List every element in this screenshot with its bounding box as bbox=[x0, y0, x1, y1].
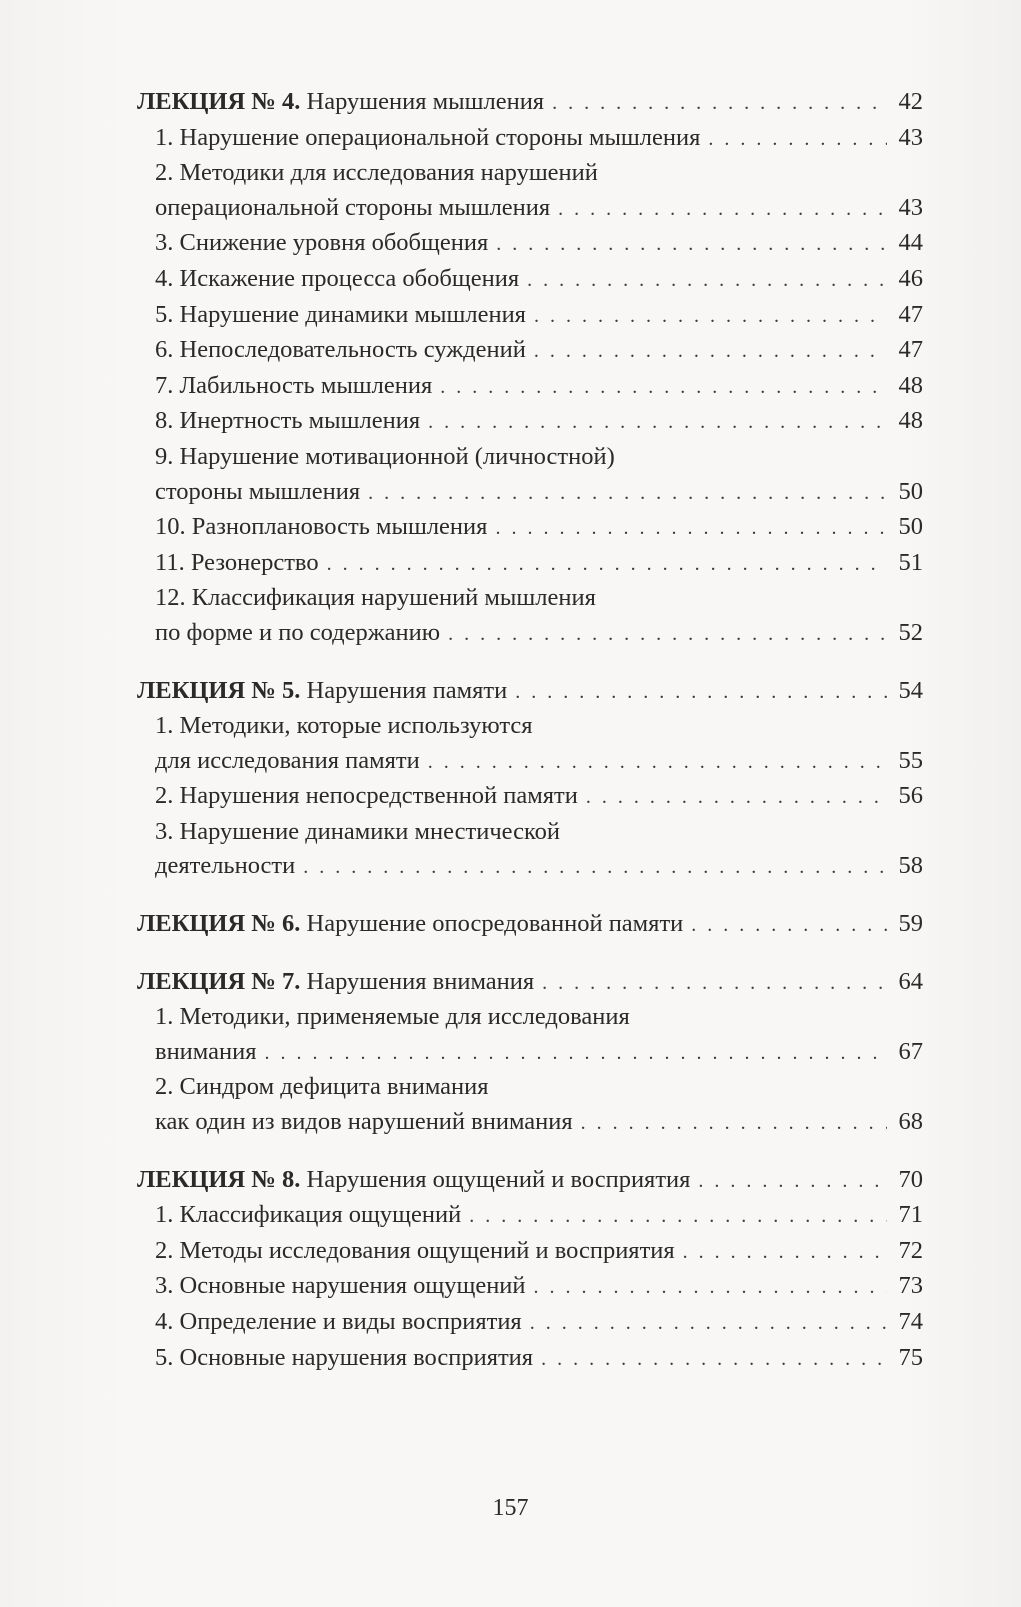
dot-leader bbox=[534, 1270, 887, 1305]
lecture-title: Нарушения мышления bbox=[306, 88, 545, 115]
toc-entry-text: 4. Искажение процесса обобщения bbox=[155, 264, 520, 292]
dot-leader bbox=[541, 1342, 887, 1377]
toc-entry-line bbox=[137, 262, 923, 298]
lecture-title: Нарушение опосредованной памяти bbox=[306, 910, 684, 938]
lecture-heading-text bbox=[137, 1163, 690, 1198]
dot-leader bbox=[496, 227, 887, 262]
toc-entry-page-number: 68 bbox=[898, 1108, 923, 1136]
toc-entry-line bbox=[137, 709, 923, 744]
lecture-number: ЛЕКЦИЯ № 8. bbox=[137, 1165, 301, 1193]
toc-entry[interactable] bbox=[137, 1198, 923, 1234]
toc-entry-text: 2. Нарушения непосредственной памяти bbox=[155, 782, 578, 810]
dot-leader bbox=[534, 299, 887, 334]
dot-leader bbox=[527, 263, 887, 298]
toc-entry-line bbox=[137, 333, 923, 369]
toc-section bbox=[137, 85, 923, 652]
lecture-title: Нарушения ощущений и восприятия bbox=[306, 1165, 691, 1193]
dot-leader bbox=[428, 405, 887, 440]
dot-leader bbox=[448, 617, 887, 652]
lecture-page-number: 70 bbox=[898, 1165, 923, 1193]
dot-leader bbox=[469, 1199, 887, 1234]
toc-entry-text: 5. Основные нарушения восприятия bbox=[155, 1343, 534, 1371]
toc-entry-line bbox=[137, 121, 923, 157]
toc-entry-line bbox=[137, 1000, 923, 1035]
toc-entry-text: 3. Снижение уровня обобщения bbox=[155, 229, 489, 257]
toc-entry[interactable] bbox=[137, 226, 923, 262]
toc-entry-line bbox=[137, 1341, 923, 1377]
toc-entry[interactable] bbox=[137, 709, 923, 779]
toc-entry-continuation bbox=[137, 1105, 923, 1141]
toc-entry-text: 3. Нарушение динамики мнестической bbox=[155, 817, 561, 845]
toc-entry-page-number: 47 bbox=[898, 300, 923, 328]
toc-entry[interactable] bbox=[137, 815, 923, 885]
lecture-page-number: 54 bbox=[898, 676, 923, 704]
toc-entry-text: 2. Методы исследования ощущений и восприятия bbox=[155, 1236, 675, 1264]
toc-entry-text: 9. Нарушение мотивационной (личностной) bbox=[155, 442, 615, 470]
dot-leader bbox=[683, 1235, 887, 1270]
lecture-heading-text bbox=[137, 85, 544, 120]
dot-leader bbox=[708, 122, 887, 157]
toc-entry[interactable] bbox=[137, 369, 923, 405]
toc-entry-line bbox=[137, 546, 923, 582]
toc-entry-page-number: 58 bbox=[898, 852, 923, 880]
toc-entry-continuation bbox=[137, 475, 923, 511]
lecture-heading[interactable] bbox=[137, 85, 923, 121]
lecture-heading[interactable] bbox=[137, 907, 923, 943]
toc-section bbox=[137, 907, 923, 943]
toc-entry-line bbox=[137, 581, 923, 616]
dot-leader bbox=[691, 908, 887, 943]
toc-entry-page-number: 44 bbox=[898, 229, 923, 257]
toc-entry-line bbox=[137, 156, 923, 191]
toc-entry-text: 1. Методики, которые используются bbox=[155, 712, 533, 740]
toc-entry-line bbox=[137, 779, 923, 815]
toc-entry-page-number: 47 bbox=[898, 336, 923, 364]
lecture-heading-text bbox=[137, 965, 534, 1000]
toc-entry-page-number: 71 bbox=[898, 1201, 923, 1229]
dot-leader bbox=[542, 966, 887, 1001]
toc-entry-page-number: 75 bbox=[898, 1343, 923, 1371]
dot-leader bbox=[581, 1106, 887, 1141]
toc-entry-text: 11. Резонерство bbox=[155, 548, 319, 576]
dot-leader bbox=[552, 86, 887, 121]
toc-entry-continuation bbox=[137, 744, 923, 780]
dot-leader bbox=[515, 675, 887, 710]
toc-entry-page-number: 48 bbox=[898, 407, 923, 435]
toc-entry[interactable] bbox=[137, 156, 923, 226]
toc-entry-line bbox=[137, 369, 923, 405]
toc-entry-text: 8. Инертность мышления bbox=[155, 407, 421, 435]
toc-entry-text: для исследования памяти bbox=[155, 746, 420, 774]
toc-entry[interactable] bbox=[137, 121, 923, 157]
table-of-contents bbox=[137, 85, 923, 1398]
toc-entry[interactable] bbox=[137, 1000, 923, 1070]
toc-entry[interactable] bbox=[137, 1269, 923, 1305]
lecture-page-number: 64 bbox=[898, 967, 923, 995]
toc-entry-line bbox=[137, 1234, 923, 1270]
toc-entry[interactable] bbox=[137, 510, 923, 546]
toc-section bbox=[137, 674, 923, 886]
dot-leader bbox=[303, 850, 887, 885]
toc-entry[interactable] bbox=[137, 404, 923, 440]
toc-entry-line bbox=[137, 298, 923, 334]
lecture-number: ЛЕКЦИЯ № 4. bbox=[137, 88, 301, 115]
dot-leader bbox=[327, 547, 887, 582]
toc-entry-text: 1. Классификация ощущений bbox=[155, 1201, 462, 1229]
toc-entry[interactable] bbox=[137, 262, 923, 298]
toc-entry-page-number: 50 bbox=[898, 477, 923, 505]
toc-entry[interactable] bbox=[137, 440, 923, 510]
toc-entry-page-number: 50 bbox=[898, 513, 923, 541]
lecture-heading[interactable] bbox=[137, 674, 923, 710]
lecture-number: ЛЕКЦИЯ № 6. bbox=[137, 910, 301, 938]
toc-entry-page-number: 43 bbox=[898, 193, 923, 221]
lecture-title: Нарушения памяти bbox=[306, 676, 508, 704]
toc-entry-line bbox=[137, 510, 923, 546]
toc-entry-page-number: 52 bbox=[898, 618, 923, 646]
toc-entry-text: 2. Синдром дефицита внимания bbox=[155, 1073, 489, 1101]
toc-entry[interactable] bbox=[137, 1305, 923, 1341]
lecture-title: Нарушения внимания bbox=[306, 967, 535, 995]
lecture-heading[interactable] bbox=[137, 965, 923, 1001]
toc-entry-text: 1. Нарушение операциональной стороны мышления bbox=[155, 123, 701, 151]
dot-leader bbox=[265, 1036, 888, 1071]
toc-entry-line bbox=[137, 1305, 923, 1341]
dot-leader bbox=[558, 192, 887, 227]
dot-leader bbox=[440, 370, 887, 405]
dot-leader bbox=[368, 476, 887, 511]
toc-entry-text: 12. Классификация нарушений мышления bbox=[155, 584, 596, 612]
toc-entry-text: деятельности bbox=[155, 852, 296, 880]
toc-entry-text: 1. Методики, применяемые для исследования bbox=[155, 1003, 630, 1031]
toc-entry-text: 7. Лабильность мышления bbox=[155, 371, 433, 399]
toc-entry-line bbox=[137, 1269, 923, 1305]
toc-entry[interactable] bbox=[137, 1341, 923, 1377]
lecture-number: ЛЕКЦИЯ № 7. bbox=[137, 967, 301, 995]
toc-entry-line bbox=[137, 440, 923, 475]
toc-entry-line bbox=[137, 815, 923, 850]
toc-entry-line bbox=[137, 1198, 923, 1234]
toc-entry-continuation bbox=[137, 849, 923, 885]
dot-leader bbox=[698, 1164, 887, 1199]
toc-entry-text: 4. Определение и виды восприятия bbox=[155, 1308, 522, 1335]
toc-entry-continuation bbox=[137, 1035, 923, 1071]
lecture-heading-text bbox=[137, 674, 507, 709]
toc-entry-page-number: 72 bbox=[898, 1236, 923, 1264]
dot-leader bbox=[534, 334, 887, 369]
toc-entry-text: по форме и по содержанию bbox=[155, 618, 441, 646]
toc-entry-text: 6. Непоследовательность суждений bbox=[155, 336, 526, 364]
toc-entry-page-number: 73 bbox=[898, 1272, 923, 1300]
toc-entry-text: 5. Нарушение динамики мышления bbox=[155, 300, 526, 328]
toc-entry[interactable] bbox=[137, 1234, 923, 1270]
dot-leader bbox=[495, 511, 887, 546]
toc-entry-line bbox=[137, 226, 923, 262]
toc-entry-text: стороны мышления bbox=[155, 477, 361, 505]
toc-entry[interactable] bbox=[137, 298, 923, 334]
toc-entry-page-number: 51 bbox=[898, 548, 923, 576]
toc-entry-page-number: 74 bbox=[898, 1308, 923, 1335]
dot-leader bbox=[428, 745, 887, 780]
lecture-number: ЛЕКЦИЯ № 5. bbox=[137, 676, 301, 704]
toc-entry-text: 2. Методики для исследования нарушений bbox=[155, 159, 598, 187]
toc-section bbox=[137, 1163, 923, 1377]
lecture-page-number: 42 bbox=[898, 88, 923, 115]
toc-entry-line bbox=[137, 1070, 923, 1105]
toc-entry-line bbox=[137, 404, 923, 440]
toc-entry-page-number: 67 bbox=[898, 1037, 923, 1065]
dot-leader bbox=[530, 1306, 887, 1341]
dot-leader bbox=[586, 780, 887, 815]
toc-entry[interactable] bbox=[137, 581, 923, 651]
lecture-heading-text bbox=[137, 907, 683, 942]
toc-entry[interactable] bbox=[137, 546, 923, 582]
toc-entry-page-number: 48 bbox=[898, 371, 923, 399]
toc-entry-page-number: 55 bbox=[898, 746, 923, 774]
toc-entry-text: внимания bbox=[155, 1037, 257, 1065]
toc-entry-text: операциональной стороны мышления bbox=[155, 193, 551, 221]
lecture-page-number: 59 bbox=[898, 910, 923, 938]
toc-entry-continuation bbox=[137, 191, 923, 227]
toc-entry[interactable] bbox=[137, 1070, 923, 1140]
toc-entry-page-number: 43 bbox=[898, 123, 923, 151]
toc-entry[interactable] bbox=[137, 779, 923, 815]
page-number: 157 bbox=[492, 1495, 529, 1521]
toc-entry-text: как один из видов нарушений внимания bbox=[155, 1108, 573, 1136]
toc-entry-continuation bbox=[137, 616, 923, 652]
toc-entry-text: 3. Основные нарушения ощущений bbox=[155, 1272, 526, 1300]
toc-entry-page-number: 46 bbox=[898, 264, 923, 292]
toc-section bbox=[137, 965, 923, 1141]
toc-entry[interactable] bbox=[137, 333, 923, 369]
lecture-heading[interactable] bbox=[137, 1163, 923, 1199]
toc-entry-text: 10. Разноплановость мышления bbox=[155, 513, 488, 541]
toc-entry-page-number: 56 bbox=[898, 782, 923, 810]
